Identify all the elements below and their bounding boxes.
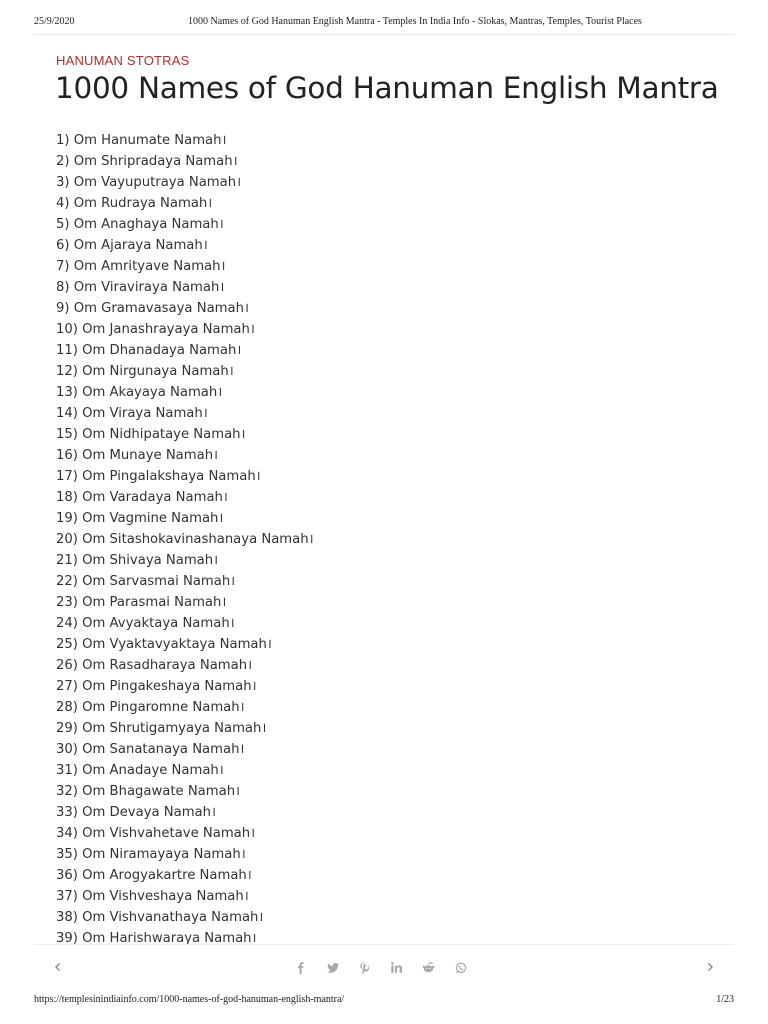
- name-line: 13) Om Akayaya Namah।: [56, 385, 223, 400]
- share-icons: [292, 959, 469, 976]
- name-line: 27) Om Pingakeshaya Namah।: [56, 679, 257, 694]
- pinterest-icon[interactable]: [356, 959, 373, 976]
- names-list: [56, 130, 314, 949]
- name-line: 9) Om Gramavasaya Namah।: [56, 301, 249, 316]
- name-line: 25) Om Vyaktavyaktaya Namah।: [56, 637, 272, 652]
- print-url: https://templesinindiainfo.com/1000-names-of-god-hanuman-english-mantra/: [34, 994, 345, 1005]
- name-line: 34) Om Vishvahetave Namah।: [56, 826, 256, 841]
- name-line: 35) Om Niramayaya Namah।: [56, 847, 246, 862]
- page-title: 1000 Names of God Hanuman English Mantra: [55, 71, 719, 105]
- name-line: 11) Om Dhanadaya Namah।: [56, 343, 242, 358]
- name-line: 16) Om Munaye Namah।: [56, 448, 219, 463]
- name-line: 23) Om Parasmai Namah।: [56, 595, 227, 610]
- name-line: 15) Om Nidhipataye Namah।: [56, 427, 246, 442]
- name-line: 33) Om Devaya Namah।: [56, 805, 216, 820]
- name-line: 19) Om Vagmine Namah।: [56, 511, 224, 526]
- print-date: 25/9/2020: [34, 16, 75, 27]
- whatsapp-icon[interactable]: [452, 959, 469, 976]
- print-page-title: 1000 Names of God Hanuman English Mantra - Temples In India Info - Slokas, Mantras, Temples, Tourist Places: [188, 16, 642, 27]
- share-bar: [34, 944, 734, 993]
- category-link[interactable]: HANUMAN STOTRAS: [56, 53, 190, 68]
- header-divider: [34, 34, 734, 35]
- reddit-icon[interactable]: [420, 959, 437, 976]
- name-line: 3) Om Vayuputraya Namah।: [56, 175, 242, 190]
- name-line: 21) Om Shivaya Namah।: [56, 553, 219, 568]
- print-header: [34, 16, 734, 30]
- name-line: 20) Om Sitashokavinashanaya Namah।: [56, 532, 314, 547]
- name-line: 24) Om Avyaktaya Namah।: [56, 616, 235, 631]
- linkedin-icon[interactable]: [388, 959, 405, 976]
- name-line: 18) Om Varadaya Namah।: [56, 490, 228, 505]
- name-line: 22) Om Sarvasmai Namah।: [56, 574, 236, 589]
- print-footer: [34, 994, 734, 1008]
- name-line: 28) Om Pingaromne Namah।: [56, 700, 245, 715]
- chevron-right-icon[interactable]: [700, 957, 720, 977]
- name-line: 7) Om Amrityave Namah।: [56, 259, 226, 274]
- name-line: 5) Om Anaghaya Namah।: [56, 217, 224, 232]
- facebook-icon[interactable]: [292, 959, 309, 976]
- name-line: 17) Om Pingalakshaya Namah।: [56, 469, 261, 484]
- name-line: 14) Om Viraya Namah।: [56, 406, 208, 421]
- page-number: 1/23: [716, 994, 734, 1005]
- name-line: 6) Om Ajaraya Namah।: [56, 238, 208, 253]
- name-line: 10) Om Janashrayaya Namah।: [56, 322, 255, 337]
- name-line: 30) Om Sanatanaya Namah।: [56, 742, 245, 757]
- name-line: 4) Om Rudraya Namah।: [56, 196, 213, 211]
- name-line: 37) Om Vishveshaya Namah।: [56, 889, 249, 904]
- name-line: 31) Om Anadaye Namah।: [56, 763, 224, 778]
- twitter-icon[interactable]: [324, 959, 341, 976]
- name-line: 39) Om Harishwaraya Namah।: [56, 931, 257, 946]
- name-line: 1) Om Hanumate Namah।: [56, 133, 227, 148]
- name-line: 38) Om Vishvanathaya Namah।: [56, 910, 264, 925]
- name-line: 26) Om Rasadharaya Namah।: [56, 658, 253, 673]
- name-line: 12) Om Nirgunaya Namah।: [56, 364, 234, 379]
- name-line: 29) Om Shrutigamyaya Namah।: [56, 721, 267, 736]
- name-line: 8) Om Viraviraya Namah।: [56, 280, 225, 295]
- name-line: 32) Om Bhagawate Namah।: [56, 784, 241, 799]
- name-line: 2) Om Shripradaya Namah।: [56, 154, 238, 169]
- name-line: 36) Om Arogyakartre Namah।: [56, 868, 252, 883]
- chevron-left-icon[interactable]: [48, 957, 68, 977]
